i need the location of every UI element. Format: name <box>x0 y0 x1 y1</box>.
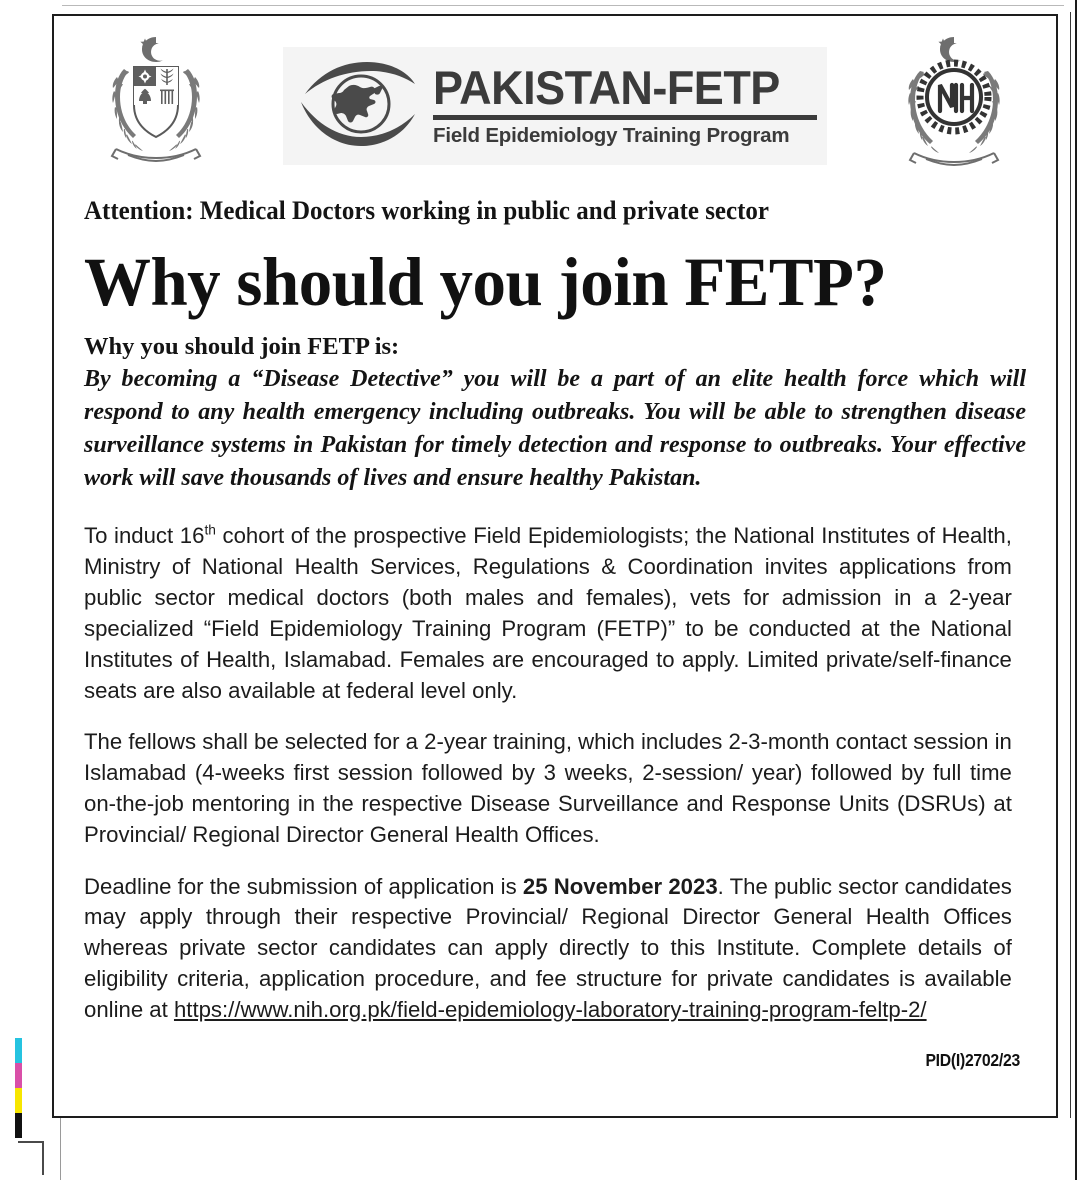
fetp-wordmark <box>423 59 817 148</box>
pid-footer: PID(I)2702/23 <box>925 1049 1020 1070</box>
cmyk-black-swatch <box>15 1113 22 1138</box>
corner-crop-mark-icon <box>18 1141 44 1175</box>
fetp-eye-map-icon <box>297 58 423 154</box>
ordinal-suffix: th <box>204 521 216 538</box>
fetp-title: PAKISTAN-FETP <box>433 59 780 115</box>
page-title: Why should you join FETP? <box>84 244 887 320</box>
paragraph-training: The fellows shall be selected for a 2-year training, which includes 2-3-month contact session in Islamabad (4-weeks first session followed by 3 weeks, 2-session/ year) followed by full time on-the-job mentoring in the respective Disease Surveillance and Response Units (DSRUs) at Provincial/ Regional Director General Health Offices. <box>84 729 1012 847</box>
lede-paragraph: By becoming a “Disease Detective” you will be a part of an elite health force which will respond to any health emergency including outbreaks. You will be able to strengthen disease surveillance systems in Pakistan for timely detection and response to outbreaks. Your effective work will save thousands of lives and ensure healthy Pakistan. <box>84 366 1026 492</box>
paragraph-induction <box>84 521 1012 706</box>
para1-before-ordinal: To induct 16 <box>84 523 205 549</box>
logo-header <box>74 30 1036 182</box>
fetp-divider <box>433 115 817 120</box>
cmyk-yellow-swatch <box>15 1088 22 1113</box>
cmyk-cyan-swatch <box>15 1038 22 1063</box>
advertisement-page <box>52 14 1058 1118</box>
deadline-date: 25 November 2023 <box>522 873 718 899</box>
right-inner-trim-rule <box>1070 12 1071 1118</box>
fetp-subtitle: Field Epidemiology Training Program <box>433 123 790 147</box>
nih-program-link[interactable]: https://www.nih.org.pk/field-epidemiology-laboratory-training-program-feltp-2/ <box>173 996 927 1022</box>
cmyk-magenta-swatch <box>15 1063 22 1088</box>
attention-line: Attention: Medical Doctors working in public and private sector <box>84 196 769 225</box>
para1-after-ordinal: cohort of the prospective Field Epidemiologists; the National Institutes of Health, Ministry of National Health Services, Regulations & Coordination invites applications from public sector medical doctors (both males and females), vets for admission in a 2-year specialized “Field Epidemiology Training Program (FETP)” to be conducted at the National Institutes of Health, Islamabad. Females are encouraged to apply. Limited private/self-finance seats are also available at federal level only. <box>84 523 1012 703</box>
subhead: Why you should join FETP is: <box>84 333 400 360</box>
advertisement-body <box>74 196 1036 1071</box>
cmyk-registration-strip <box>15 1038 22 1138</box>
right-trim-rule <box>1075 0 1077 1180</box>
fetp-logo <box>283 47 827 165</box>
nih-pakistan-emblem-icon <box>884 33 1024 179</box>
top-trim-rule <box>62 5 1064 6</box>
deadline-prefix: Deadline for the submission of application is <box>84 873 523 899</box>
paragraph-deadline <box>84 872 1012 1026</box>
pakistan-state-emblem-icon <box>86 33 226 179</box>
deadline-suffix: . The public sector candidates may apply through their respective Provincial/ Regional Director General Health Offices whereas private sector candidates can apply directly to this Institute. Complete details of eligibility criteria, application procedure, and fee structure for private candidates is available online at <box>84 873 1012 1022</box>
